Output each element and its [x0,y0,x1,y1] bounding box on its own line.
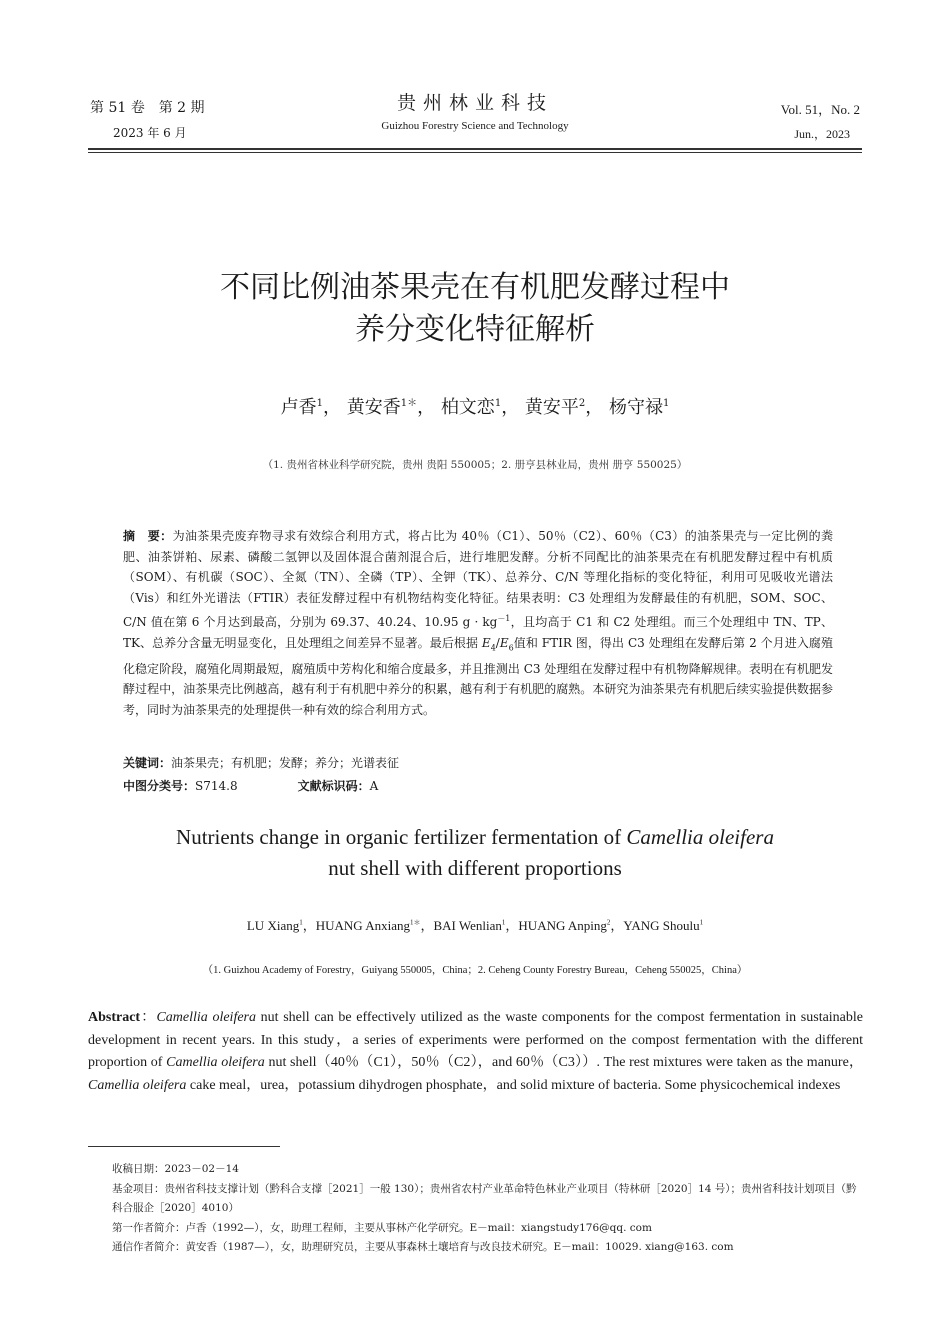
keywords-text: 油茶果壳；有机肥；发酵；养分；光谱表征 [171,756,400,770]
author-name: 黄安平 [524,397,579,418]
ratio-subscript: 6 [508,642,514,652]
title-en-line2: nut shell with different proportions [328,856,622,880]
paper-title-cn [0,267,950,351]
footnote-corresponding-author: 通信作者简介：黄安香（1987—），女，助理研究员，主要从事森林土壤培育与改良技术研究。E－mail：10029. xiang@163. com [112,1241,734,1253]
classification [123,777,378,794]
keywords-label: 关键词： [123,756,172,770]
volume-issue-en: Vol. 51，No. 2 [780,102,860,117]
author-list-cn: 卢香$^1$， 黄安香$^{1*}$， 柏文恋$^1$， 黄安平$^2$， 杨守禄$^1$ [280,397,670,418]
unit-superscript: －1 [497,613,511,623]
abstract-cn-text: ，且均高于 C1 和 C2 处理组。而三个处理组中 TN、TP、TK、总养分含量无明显变化，且处理组之间差异不显著。最后根据 [123,614,833,650]
author-name: 杨守禄 [609,397,664,418]
footnotes [112,1160,864,1258]
author-name: 柏文恋 [440,397,495,418]
title-en-line1 [0,822,950,853]
ratio-subscript: 4 [490,642,496,652]
author-name-en: LU Xiang [246,918,300,933]
affiliation-cn: （1. 贵州省林业科学研究院，贵州 贵阳 550005；2. 册亨县林业局，贵州 册亨 550025） [262,459,688,471]
author-affil-mark: 1 [316,398,323,409]
abstract-en [88,1007,863,1097]
date-cn: 2023 年 6 月 [113,126,187,140]
clc-value: S714.8 [195,779,238,793]
author-affil-mark: 1＊ [400,398,418,409]
clc-label: 中图分类号： [123,779,196,793]
doc-code-value: A [369,779,379,793]
author-affil-mark: 2 [578,398,586,409]
species-name: Camellia oleifera [156,1010,256,1025]
abstract-cn-text: 为油茶果壳废弃物寻求有效综合利用方式，将占比为 40％（C1）、50％（C2）、60％（C3）的油茶果壳与一定比例的粪肥、油茶饼粕、尿素、磷酸二氢钾以及固体混合菌剂混合后，进行堆肥发酵。分析不同配比的油茶果壳在有机肥发酵过程中有机质（SOM）、有机碳（SOC）、全氮（TN）、全磷（TP）、全钾（TK）、总养分、C/N 等理化指标的变化特征，利用可见吸收光谱法（Vis）和红外光谱法（FTIR）表征发酵过程中有机物结构变化特征。结果表明：C3 处理组为发酵最佳的有机肥，SOM、SOC、C/N 值在第 6 个月达到最高，分别为 69.37、40.24、10.95 g · kg [123,529,833,629]
author-affil-mark: 1 [494,398,502,409]
abstract-en-text: nut shell（40％（C1），50％（C2），and 60％（C3））. The rest mixtures were taken as the manure， [264,1055,863,1071]
abstract-en-text: nut shell can be effectively utilized as the waste components for the compost fermentation in sustainable development in recent years. In this study，a series of experiments were performed on the compost fermentation with the different proportion of [88,1010,863,1071]
title-en-text: Nutrients change in organic fertilizer fermentation of [176,825,627,849]
volume-issue-cn: 第 51 卷 第 2 期 [90,100,205,116]
journal-name-en: Guizhou Forestry Science and Technology [381,120,569,132]
footnote-first-author: 第一作者简介：卢香（1992—），女，助理工程师，主要从事林产化学研究。E－mail：xiangstudy176@qq. com [112,1221,652,1234]
author-affil-mark: 1＊ [409,918,421,927]
ratio-symbol: E [481,635,491,650]
keywords-cn [123,754,399,771]
ratio-slash: / [495,635,500,650]
author-name-en: HUANG Anping [518,918,607,933]
author-affil-mark: 1 [699,918,704,927]
author-affil-mark: 1 [501,918,506,927]
abstract-cn [123,526,833,721]
title-en-italic: Camellia oleifera [626,825,774,849]
header-rule-thin [88,152,862,153]
species-name: Camellia oleifera [166,1055,265,1071]
doc-code-label: 文献标识码： [297,779,370,793]
abstract-en-colon: ： [140,1010,157,1025]
abstract-cn-label: 摘 要： [123,529,173,543]
date-en: Jun.，2023 [794,127,850,141]
author-affil-mark: 2 [606,918,611,927]
author-list-en: LU Xiang$^1$，HUANG Anxiang$^{1*}$，BAI Wenlian$^1$，HUANG Anping$^2$，YANG Shoulu$^1$ [246,918,704,933]
author-name-en: HUANG Anxiang [315,918,410,933]
affiliation-en: （1. Guizhou Academy of Forestry，Guiyang 550005，China；2. Ceheng County Forestry Bureau，Ceheng 550025，China） [202,965,748,976]
author-name-en: YANG Shoulu [623,918,700,933]
title-cn-line1: 不同比例油茶果壳在有机肥发酵过程中 [220,270,730,305]
footnote-funding: 基金项目：贵州省科技支撑计划（黔科合支撑［2021］一般 130）；贵州省农村产业革命特色林业产业项目（特林研［2020］14 号）；贵州省科技计划项目（黔科合服企［2020］4010） [112,1182,857,1214]
title-cn-line2: 养分变化特征解析 [355,312,595,347]
author-name: 卢香 [280,397,317,418]
abstract-en-label: Abstract [88,1010,141,1025]
abstract-en-text: cake meal，urea，potassium dihydrogen phosphate，and solid mixture of bacteria. Some physicochemical indexes [186,1077,841,1093]
footnote-received: 收稿日期：2023－02－14 [112,1163,239,1175]
author-affil-mark: 1 [663,398,670,409]
paper-title-en [0,822,950,884]
ratio-symbol: E [499,635,509,650]
author-name: 黄安香 [346,397,401,418]
species-name: Camellia oleifera [88,1077,187,1093]
journal-name-cn: 贵州林业科技 [396,92,553,114]
author-affil-mark: 1 [299,918,303,927]
author-name-en: BAI Wenlian [433,918,502,933]
footnote-rule [88,1146,280,1147]
abstract-cn-text: 值和 FTIR 图，得出 C3 处理组在发酵后第 2 个月进入腐殖化稳定阶段，腐殖化周期最短，腐殖质中芳构化和缩合度最多，并且推测出 C3 处理组在发酵过程中有机物降解规律。表明在有机肥发酵过程中，油茶果壳比例越高，越有利于有机肥中养分的积累，越有利于有机肥的腐熟。本研究为油茶果壳有机肥后续实验提供数据参考，同时为油茶果壳的处理提供一种有效的综合利用方式。 [123,635,833,718]
header-rule-thick [88,148,862,150]
